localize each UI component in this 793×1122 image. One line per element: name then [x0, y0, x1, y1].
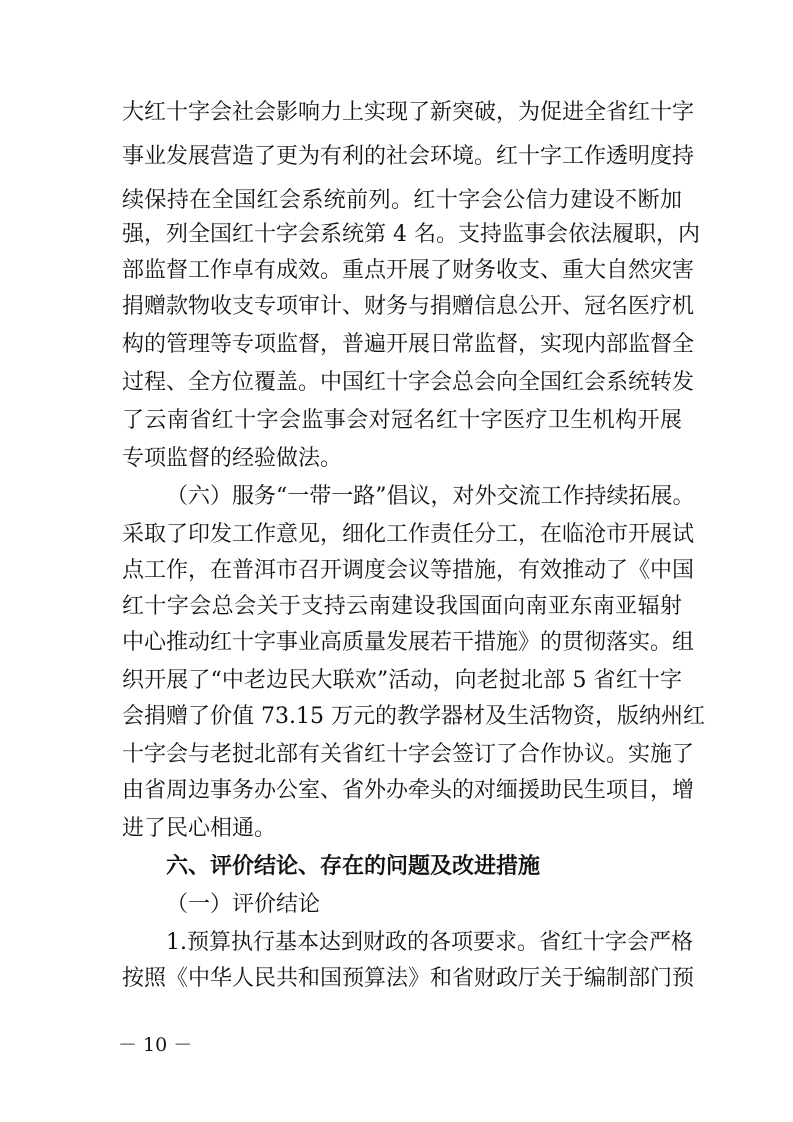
body-line: 捐赠款物收支专项审计、财务与捐赠信息公开、冠名医疗机 [122, 294, 695, 319]
body-line: 由省周边事务办公室、省外办牵头的对缅援助民生项目，增 [122, 778, 695, 803]
section-heading-six: （六）服务“一带一路”倡议，对外交流工作持续拓展。 [166, 484, 695, 509]
body-line: 按照《中华人民共和国预算法》和省财政厅关于编制部门预 [122, 966, 695, 991]
body-line: 大红十字会社会影响力上实现了新突破，为促进全省红十字 [122, 100, 695, 125]
page-number: － 10 － [118, 1034, 193, 1056]
body-line: 十字会与老挝北部有关省红十字会签订了合作协议。实施了 [122, 742, 695, 767]
body-line: 进了民心相通。 [122, 816, 277, 841]
body-line: 1.预算执行基本达到财政的各项要求。省红十字会严格 [166, 930, 693, 955]
body-line: 事业发展营造了更为有利的社会环境。红十字工作透明度持 [122, 144, 695, 169]
body-line: 部监督工作卓有成效。重点开展了财务收支、重大自然灾害 [122, 258, 695, 283]
body-line: 采取了印发工作意见，细化工作责任分工，在临沧市开展试 [122, 522, 695, 547]
body-line: 续保持在全国红会系统前列。红十字会公信力建设不断加 [122, 188, 682, 213]
body-line: 点工作，在普洱市召开调度会议等措施，有效推动了《中国 [122, 558, 695, 583]
body-line: 中心推动红十字事业高质量发展若干措施》的贯彻落实。组 [122, 630, 695, 655]
body-line: 构的管理等专项监督，普遍开展日常监督，实现内部监督全 [122, 332, 695, 357]
body-line: 会捐赠了价值 73.15 万元的教学器材及生活物资，版纳州红 [122, 704, 705, 729]
body-line: 红十字会总会关于支持云南建设我国面向南亚东南亚辐射 [122, 594, 682, 619]
chapter-heading: 六、评价结论、存在的问题及改进措施 [166, 854, 541, 879]
body-line: 织开展了“中老边民大联欢”活动，向老挝北部 5 省红十字 [122, 668, 682, 693]
body-line: 强，列全国红十字会系统第 4 名。支持监事会依法履职，内 [122, 222, 700, 247]
body-line: 了云南省红十字会监事会对冠名红十字医疗卫生机构开展 [122, 408, 682, 433]
body-line: 专项监督的经验做法。 [122, 446, 343, 471]
body-line: 过程、全方位覆盖。中国红十字会总会向全国红会系统转发 [122, 370, 695, 395]
subsection-heading: （一）评价结论 [166, 892, 321, 917]
